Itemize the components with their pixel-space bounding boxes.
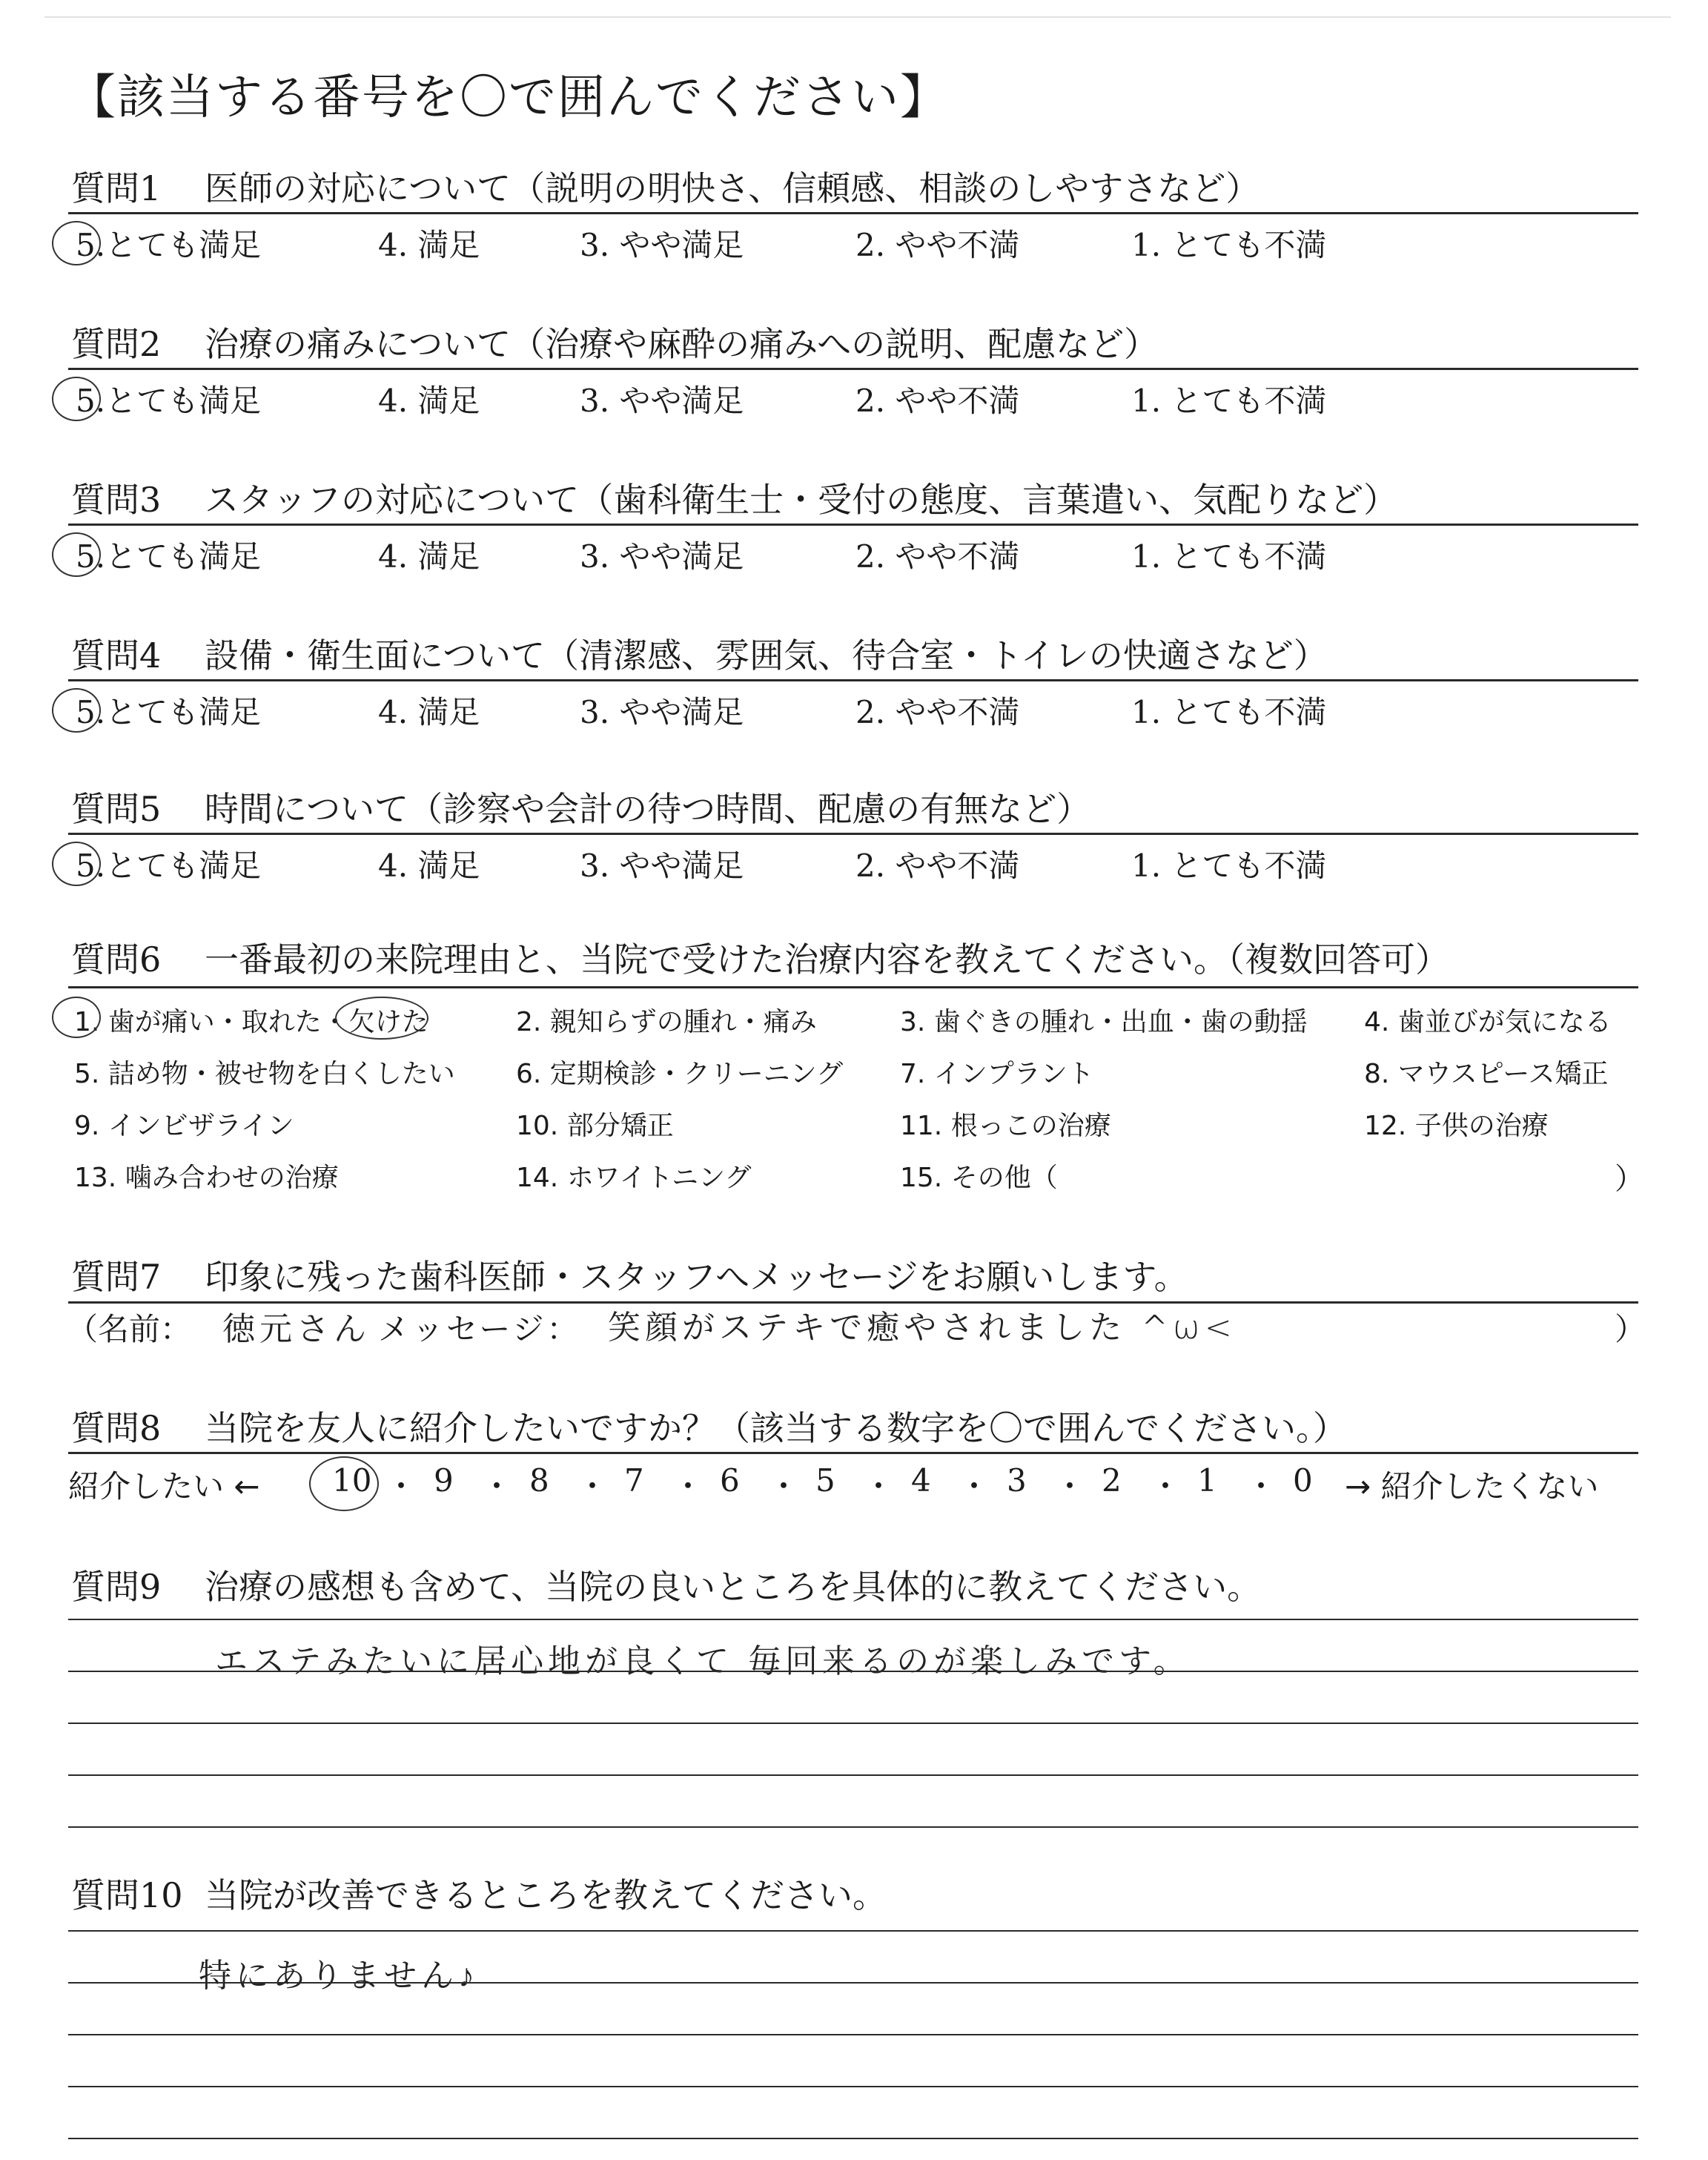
- write-line: [68, 1671, 1638, 1672]
- selected-circle-10: [309, 1456, 379, 1511]
- write-line: [68, 1619, 1638, 1620]
- scale-number[interactable]: 1: [1197, 1462, 1217, 1499]
- write-line: [68, 1982, 1638, 1984]
- question-6-rule: [68, 986, 1638, 988]
- q6-option[interactable]: 4. 歯並びが気になる: [1364, 1007, 1612, 1037]
- question-number: 質問1: [71, 168, 162, 208]
- selected-circle-option-1: [52, 997, 101, 1038]
- rating-option[interactable]: 5.とても満足: [76, 694, 262, 730]
- scale-number[interactable]: 5: [815, 1462, 835, 1499]
- selected-circle-option-5: [52, 377, 101, 421]
- q9-answer: エステみたいに居心地が良くて 毎回来るのが楽しみです。: [215, 1642, 1191, 1680]
- name-label: （名前：: [67, 1311, 192, 1347]
- rating-option[interactable]: 3. やや満足: [580, 227, 744, 263]
- scale-separator: ・: [481, 1468, 513, 1505]
- question-text: 印象に残った歯科医師・スタッフへメッセージをお願いします。: [205, 1257, 1188, 1297]
- scale-separator: ・: [1245, 1468, 1277, 1505]
- scale-number[interactable]: 6: [720, 1462, 740, 1499]
- question-1-rule: [68, 212, 1638, 214]
- rating-option[interactable]: 2. やや不満: [855, 538, 1020, 575]
- scale-number[interactable]: 3: [1007, 1462, 1027, 1499]
- message-value: 笑顔がステキで癒やされました ^ω<: [608, 1309, 1237, 1347]
- q6-option[interactable]: 1. 歯が痛い・取れた・欠けた: [74, 1007, 428, 1037]
- scale-number[interactable]: 4: [911, 1462, 931, 1499]
- q6-option[interactable]: 8. マウスピース矯正: [1364, 1059, 1609, 1089]
- q6-option[interactable]: 14. ホワイトニング: [516, 1163, 752, 1193]
- question-text: 時間について（診察や会計の待つ時間、配慮の有無など）: [205, 789, 1091, 829]
- question-8-rule: [68, 1452, 1638, 1454]
- rating-option[interactable]: 2. やや不満: [855, 227, 1020, 263]
- question-1-heading: [71, 162, 1260, 211]
- selected-circle-option-5: [52, 532, 101, 577]
- question-number: 質問6: [71, 939, 162, 980]
- q6-option[interactable]: 12. 子供の治療: [1364, 1111, 1549, 1141]
- rating-option[interactable]: 3. やや満足: [580, 848, 744, 884]
- question-2-heading: [71, 317, 1158, 366]
- rating-option[interactable]: 4. 満足: [378, 848, 480, 884]
- question-1-options: [71, 221, 1628, 265]
- question-9-heading: [71, 1560, 1261, 1609]
- message-label: メッセージ：: [378, 1311, 581, 1347]
- scale-number[interactable]: 9: [434, 1462, 454, 1499]
- scale-number[interactable]: 0: [1293, 1462, 1313, 1499]
- scale-number[interactable]: 7: [624, 1462, 644, 1499]
- q6-option[interactable]: 3. 歯ぐきの腫れ・出血・歯の動揺: [900, 1007, 1308, 1037]
- question-number: 質問9: [71, 1567, 162, 1607]
- question-3-heading: [71, 473, 1397, 522]
- question-4-options: [71, 688, 1628, 733]
- question-2-rule: [68, 368, 1638, 370]
- scale-separator: ・: [1054, 1468, 1086, 1505]
- rating-option[interactable]: 5.とても満足: [76, 383, 262, 419]
- question-number: 質問5: [71, 789, 162, 829]
- question-text: 医師の対応について（説明の明快さ、信頼感、相談のしやすさなど）: [205, 168, 1260, 208]
- rating-option[interactable]: 4. 満足: [378, 227, 480, 263]
- question-text: スタッフの対応について（歯科衛生士・受付の態度、言葉遣い、気配りなど）: [205, 480, 1398, 520]
- page-title: 【該当する番号を〇で囲んでください】: [68, 70, 949, 125]
- question-text: 治療の感想も含めて、当院の良いところを具体的に教えてください。: [205, 1567, 1262, 1607]
- scale-separator: ・: [1150, 1468, 1182, 1505]
- scale-number[interactable]: 10: [332, 1462, 372, 1499]
- scale-left-label: 紹介したい ←: [68, 1468, 260, 1505]
- question-number: 質問7: [71, 1257, 162, 1297]
- scale-right-label: → 紹介したくない: [1345, 1468, 1599, 1505]
- message-close-paren: ）: [1615, 1311, 1646, 1347]
- question-number: 質問4: [71, 635, 162, 676]
- selected-circle-option-5: [52, 842, 101, 886]
- scale-separator: ・: [577, 1468, 609, 1505]
- question-number: 質問8: [71, 1408, 162, 1448]
- rating-option[interactable]: 5.とても満足: [76, 848, 262, 884]
- rating-option[interactable]: 1. とても不満: [1131, 694, 1327, 730]
- question-text: 治療の痛みについて（治療や麻酔の痛みへの説明、配慮など）: [205, 324, 1159, 364]
- q10-answer: 特にありません♪: [199, 1957, 479, 1995]
- q6-option[interactable]: 15. その他（: [900, 1163, 1058, 1193]
- question-3-rule: [68, 524, 1638, 526]
- scale-separator: ・: [385, 1468, 417, 1505]
- message-row: [67, 1305, 1646, 1350]
- question-7-heading: [71, 1250, 1188, 1299]
- write-line: [68, 1774, 1638, 1776]
- rating-option[interactable]: 2. やや不満: [855, 694, 1020, 730]
- write-line: [68, 1930, 1638, 1932]
- write-line: [68, 2034, 1638, 2035]
- question-5-options: [71, 842, 1628, 886]
- scale-separator: ・: [768, 1468, 800, 1505]
- rating-option[interactable]: 2. やや不満: [855, 848, 1020, 884]
- write-line: [68, 2086, 1638, 2087]
- q6-option[interactable]: 6. 定期検診・クリーニング: [516, 1059, 844, 1089]
- scale-separator: ・: [863, 1468, 895, 1505]
- rating-option[interactable]: 3. やや満足: [580, 538, 744, 575]
- question-4-rule: [68, 679, 1638, 681]
- question-10-heading: [71, 1869, 887, 1918]
- question-text: 設備・衛生面について（清潔感、雰囲気、待合室・トイレの快適さなど）: [205, 635, 1328, 676]
- q6-option[interactable]: 7. インプラント: [900, 1059, 1094, 1089]
- q6-option[interactable]: 11. 根っこの治療: [900, 1111, 1111, 1141]
- write-line: [68, 1826, 1638, 1828]
- rating-option[interactable]: 3. やや満足: [580, 383, 744, 419]
- question-2-options: [71, 377, 1628, 421]
- rating-option[interactable]: 4. 満足: [378, 694, 480, 730]
- question-text: 一番最初の来院理由と、当院で受けた治療内容を教えてください。（複数回答可）: [205, 939, 1449, 980]
- rating-option[interactable]: 1. とても不満: [1131, 848, 1327, 884]
- question-3-options: [71, 532, 1628, 577]
- question-number: 質問2: [71, 324, 162, 364]
- recommend-scale: [68, 1462, 1640, 1507]
- rating-option[interactable]: 3. やや満足: [580, 694, 744, 730]
- question-text: 当院が改善できるところを教えてください。: [205, 1875, 887, 1915]
- question-5-rule: [68, 833, 1638, 835]
- rating-option[interactable]: 2. やや不満: [855, 383, 1020, 419]
- selected-circle-option-5: [52, 221, 101, 265]
- write-line: [68, 1723, 1638, 1724]
- other-close-paren: ）: [1615, 1162, 1644, 1196]
- rating-option[interactable]: 5.とても満足: [76, 538, 262, 575]
- question-6-heading: [71, 933, 1449, 982]
- write-line: [68, 2138, 1638, 2139]
- rating-option[interactable]: 1. とても不満: [1131, 383, 1327, 419]
- rating-option[interactable]: 1. とても不満: [1131, 538, 1327, 575]
- scale-number[interactable]: 8: [529, 1462, 549, 1499]
- rating-option[interactable]: 4. 満足: [378, 383, 480, 419]
- name-value: 徳元さん: [222, 1310, 371, 1348]
- question-5-heading: [71, 782, 1090, 831]
- selected-circle-kaketa: [335, 997, 428, 1040]
- selected-circle-option-5: [52, 688, 101, 733]
- scale-number[interactable]: 2: [1102, 1462, 1122, 1499]
- question-8-heading: [71, 1401, 1347, 1450]
- q6-option[interactable]: 2. 親知らずの腫れ・痛み: [516, 1007, 817, 1037]
- scale-separator: ・: [672, 1468, 704, 1505]
- rating-option[interactable]: 5.とても満足: [76, 227, 262, 263]
- rating-option[interactable]: 4. 満足: [378, 538, 480, 575]
- q6-option[interactable]: 9. インビザライン: [74, 1111, 294, 1141]
- question-4-heading: [71, 629, 1328, 678]
- q6-option[interactable]: 13. 噛み合わせの治療: [74, 1163, 339, 1193]
- top-edge-line: [44, 16, 1671, 18]
- scale-separator: ・: [959, 1468, 990, 1505]
- rating-option[interactable]: 1. とても不満: [1131, 227, 1327, 263]
- question-number: 質問10: [71, 1875, 183, 1915]
- question-number: 質問3: [71, 480, 162, 520]
- question-text: 当院を友人に紹介したいですか？（該当する数字を〇で囲んでください。）: [205, 1408, 1347, 1448]
- q6-option[interactable]: 5. 詰め物・被せ物を白くしたい: [74, 1059, 455, 1089]
- q6-option[interactable]: 10. 部分矯正: [516, 1111, 674, 1141]
